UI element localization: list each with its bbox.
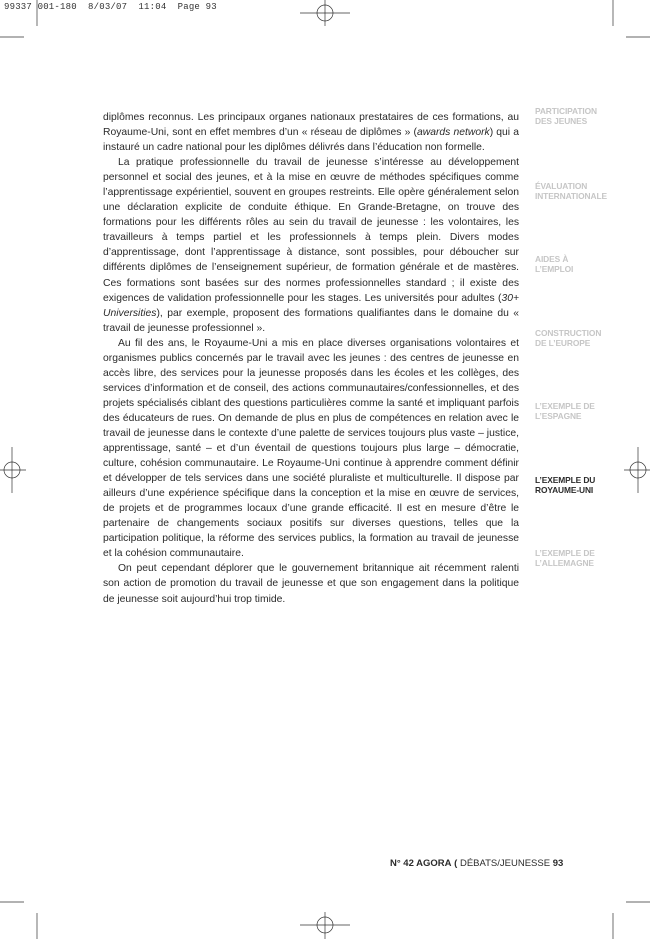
side-nav-espagne: L’EXEMPLE DE L’ESPAGNE <box>535 401 595 421</box>
footer-separator: ( <box>454 858 458 869</box>
paragraph-2: La pratique professionnelle du travail de jeunesse s’intéresse au développement personnel et social des jeunes, et à la mise en œuvre de méthodes spécifiques comme l’apprentissage expérientiel, souvent en groupes restreints. Elle opère généralement selon une déclaration explicite de conduite éthique. En Grande-Bretagne, on trouve des formations pour les différents rôles au sein du travail de jeunesse : les volontaires, les travailleurs à temps partiel et les professionnels à temps plein. Divers modes d’apprentissage, dont l’apprentissage à distance, sont possibles, pour déboucher sur différents diplômes de l’enseignement supérieur, de formation générale et de mastères. Ces formations sont basées sur des normes professionnelles standard ; il existe des exigences de validation professionnelle pour les stages. Les universités pour adultes (30+ Universities), par exemple, proposent des formations qualifiantes dans le domaine du « travail de jeunesse professionnel ». <box>103 157 519 334</box>
article-body <box>103 110 519 607</box>
page-number: 93 <box>552 858 564 869</box>
paragraph-4: On peut cependant déplorer que le gouvernement britannique ait récemment ralenti son action de promotion du travail de jeunesse et que son engagement dans la politique de jeunesse soit aujourd’hui trop timide. <box>103 563 519 605</box>
paragraph-3: Au fil des ans, le Royaume-Uni a mis en place diverses organisations volontaires et organismes publics concernés par le travail avec les jeunes : des centres de jeunesse en accès libre, des services pour la jeunesse proposés dans les écoles et les collèges, des services d’information et de conseil, des actions communautaires/confessionnelles, et des projets spécialisés ciblant des questions particulières comme la santé et impliquant parfois des éducateurs de rues. On demande de plus en plus de compétences en relation avec le travail de jeunesse dans le contexte d’une palette de services toujours plus vaste – justice, apprentissage, santé – et d’un éventail de questions toujours plus large – démocratie, culture, cohésion communautaire. Le Royaume-Uni continue à apprendre comment définir et développer de tels services dans une société pluraliste et multiculturelle. Il dispose par ailleurs d’une expérience spécifique dans la conception et la mise en œuvre de services, de projets et de programmes locaux d’une grande efficacité. Il est en mesure d’être le partenaire de changements sociaux positifs sur diverses questions, telles que la participation politique, la réforme des services publics, la formation au travail de jeunesse et la cohésion communautaire. <box>103 337 519 560</box>
side-nav-aides-emploi: AIDES À L’EMPLOI <box>535 254 574 274</box>
page-footer <box>390 858 564 869</box>
paragraph-1: diplômes reconnus. Les principaux organes nationaux prestataires de ces formations, au Royaume-Uni, sont en effet membres d’un « réseau de diplômes » (awards network) qui a instauré un cadre national pour les diplômes délivrés dans l’éducation non formelle. <box>103 112 520 154</box>
footer-issue: N° 42 AGORA <box>390 858 452 869</box>
side-nav-royaume-uni: L’EXEMPLE DU ROYAUME-UNI <box>535 475 596 495</box>
side-nav-participation: PARTICIPATION DES JEUNES <box>535 106 597 126</box>
print-slug: 99337 001-180 8/03/07 11:04 Page 93 <box>4 2 217 12</box>
side-nav-evaluation: ÉVALUATION INTERNATIONALE <box>535 181 607 201</box>
side-nav-allemagne: L’EXEMPLE DE L’ALLEMAGNE <box>535 548 595 568</box>
footer-section: DÉBATS/JEUNESSE <box>459 858 551 869</box>
side-nav-construction-europe: CONSTRUCTION DE L’EUROPE <box>535 328 602 348</box>
